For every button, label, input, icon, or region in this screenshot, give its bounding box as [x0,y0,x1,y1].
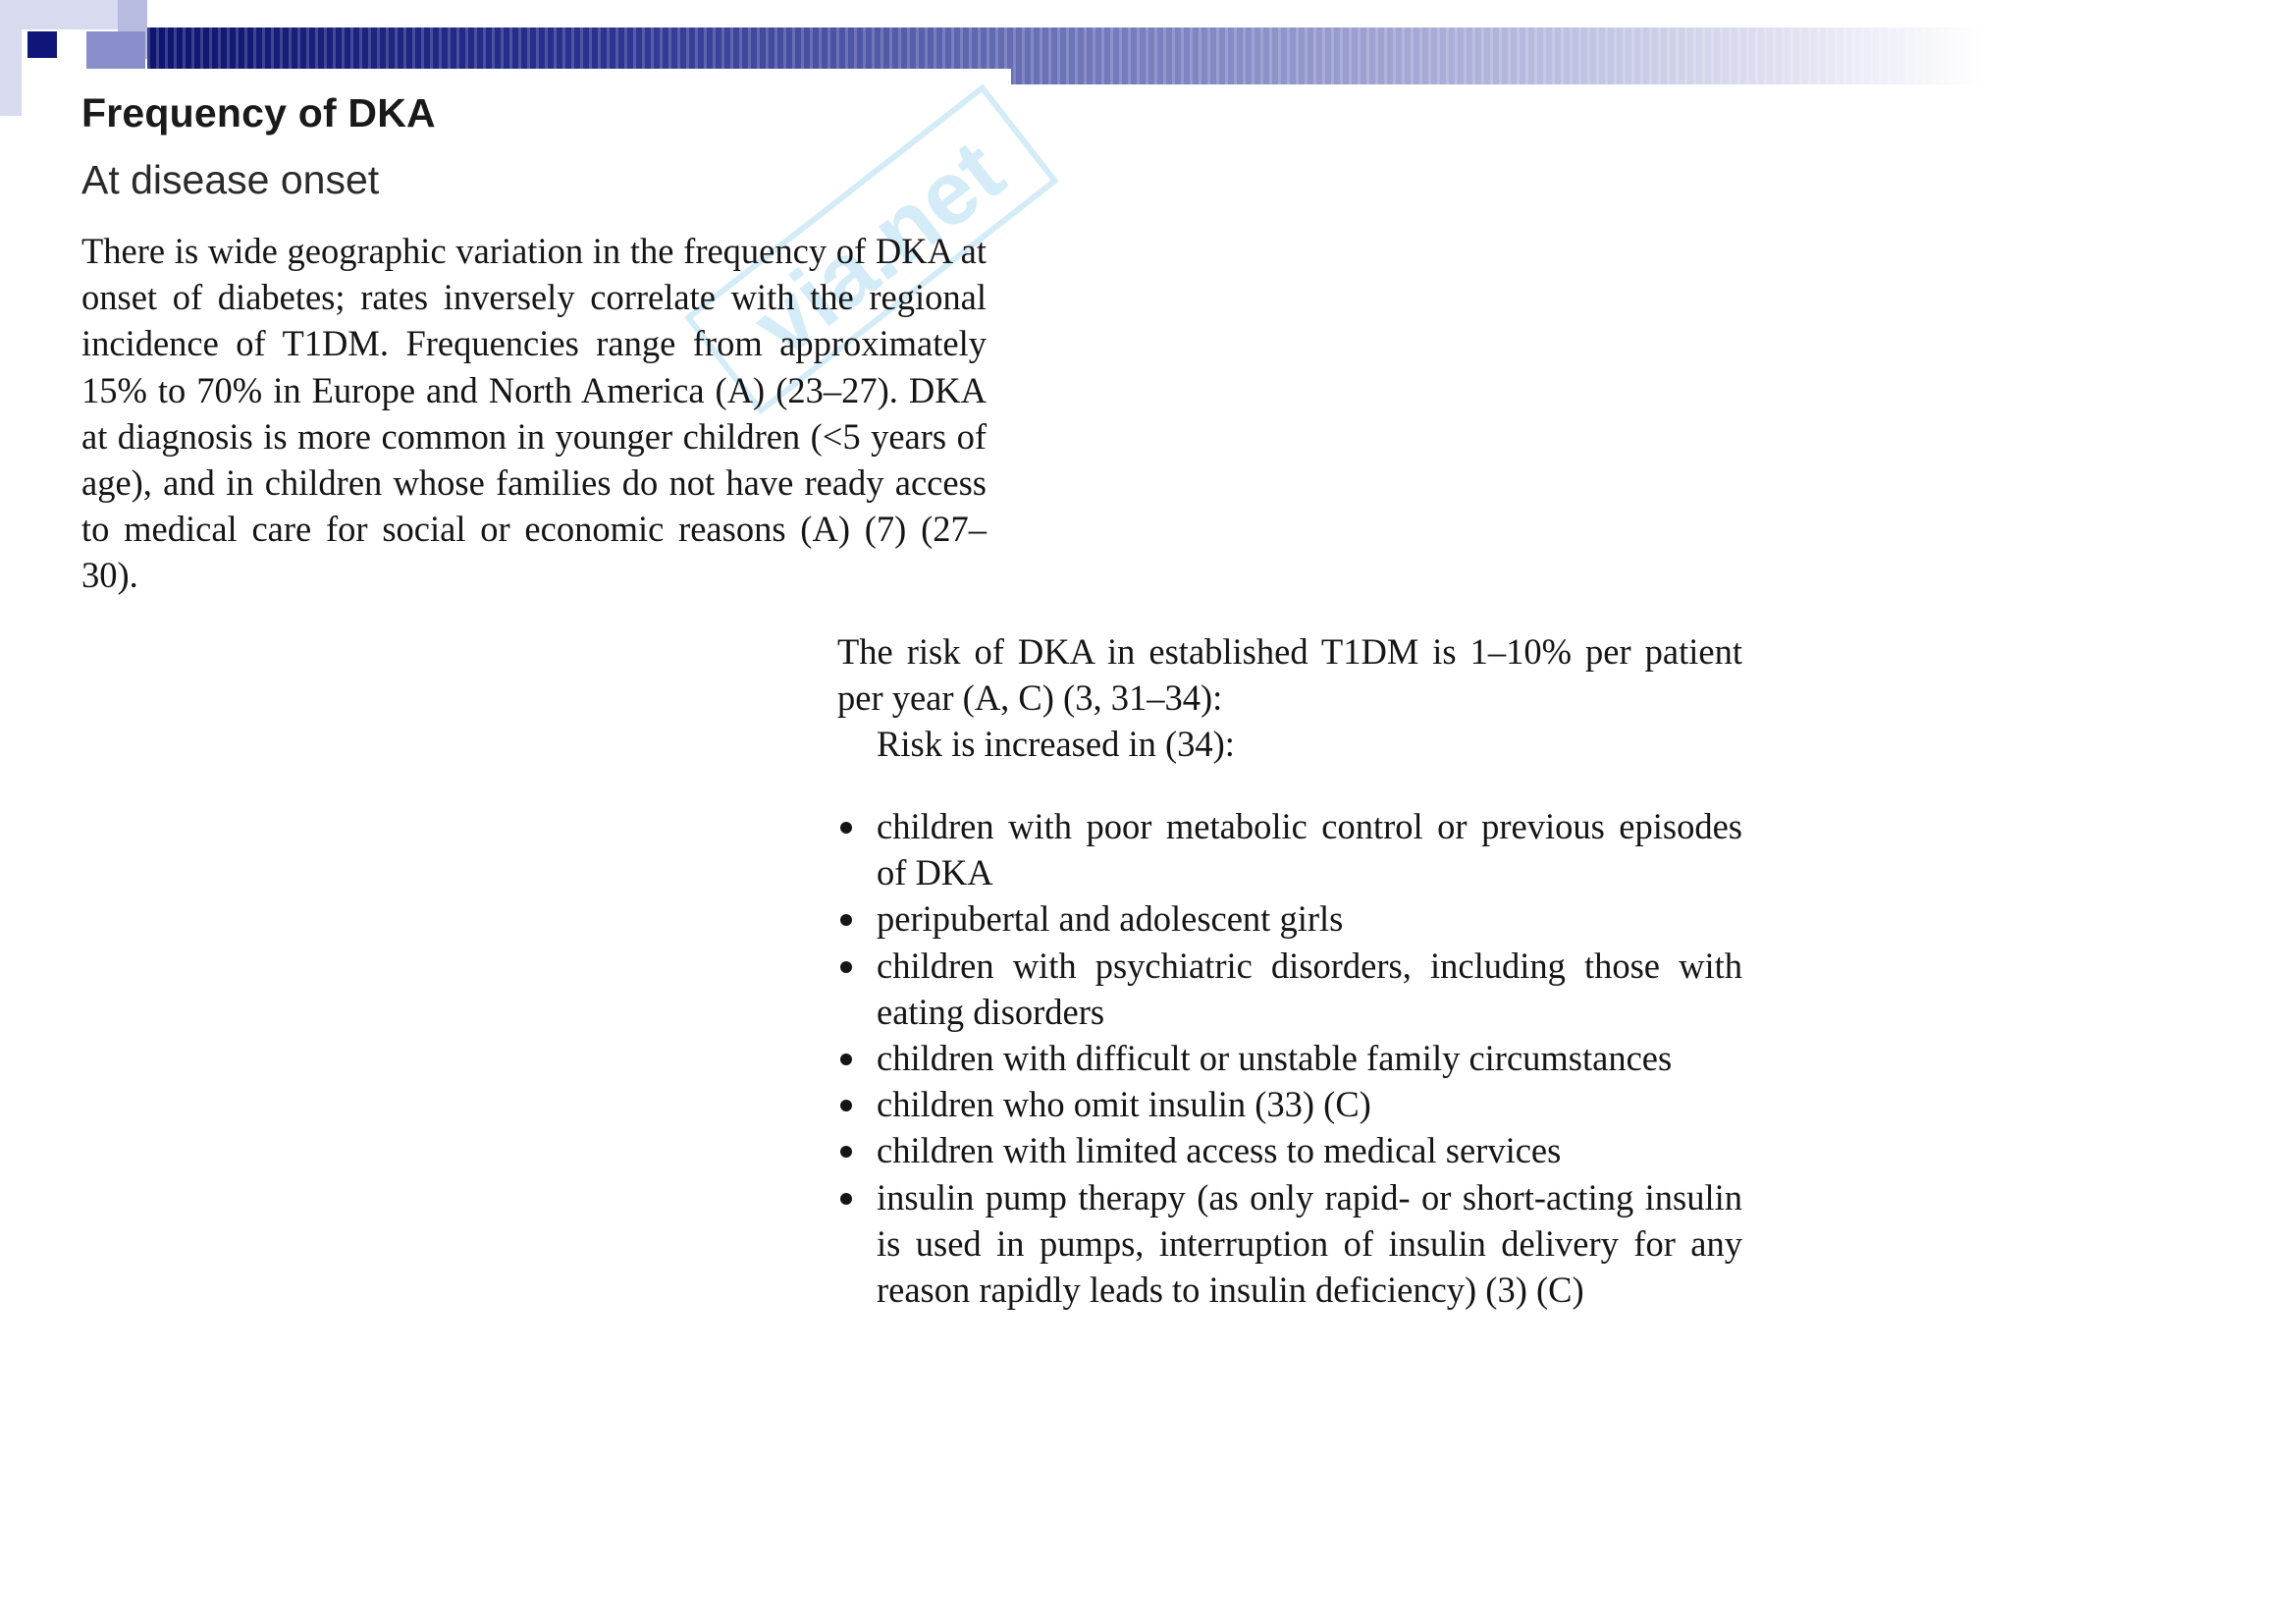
risk-intro: Risk is increased in (34): [877,724,1235,764]
list-item [837,803,1742,895]
risk-item-text: children who omit insulin (33) (C) [877,1084,1371,1125]
onset-paragraph: There is wide geographic variation in the frequency of DKA at onset of diabetes; rates inversely correlate with the regional incidence of T1DM. Frequencies range from approximately 15% to 70% in Europe and North America (A) (23–27). DKA at diagnosis is more common in younger children (<5 years of age), and in children whose families do not have ready access to medical care for social or economic reasons (A) (7) (27–30). [81,231,987,596]
list-item [837,1035,1742,1081]
risk-item-text: insulin pump therapy (as only rapid- or short-acting insulin is used in pumps, interruption of insulin delivery for any reason rapidly leads to insulin deficiency) (3) (C) [877,1176,1742,1311]
list-item [837,1174,1742,1314]
list-item [837,1127,1742,1173]
risk-list [837,803,1742,1313]
list-item [837,1081,1742,1127]
bullet-icon [840,1054,852,1065]
bullet-icon [840,1193,852,1205]
risk-item-text: children with psychiatric disorders, including those with eating disorders [877,945,1742,1032]
bullet-icon [840,1146,852,1158]
bullet-icon [840,822,852,834]
list-item [837,895,1742,942]
corner-square-medium [86,31,145,69]
risk-item-text: children with difficult or unstable family circumstances [877,1038,1673,1079]
watermark-brand: via.net [734,121,1023,377]
slide-title: Frequency of DKA [81,90,436,135]
established-paragraph: The risk of DKA in established T1DM is 1–10% per patient per year (A, C) (3, 31–34): [837,631,1742,719]
corner-square-edge [0,29,22,116]
bullet-icon [840,961,852,973]
risk-item-text: children with poor metabolic control or previous episodes of DKA [877,806,1742,893]
section-subtitle: At disease onset [81,157,380,202]
risk-item-text: peripubertal and adolescent girls [877,898,1344,940]
bullet-icon [840,1100,852,1111]
list-item [837,943,1742,1035]
risk-item-text: children with limited access to medical services [877,1130,1562,1171]
corner-square-dark [27,31,57,58]
bullet-icon [840,914,852,926]
